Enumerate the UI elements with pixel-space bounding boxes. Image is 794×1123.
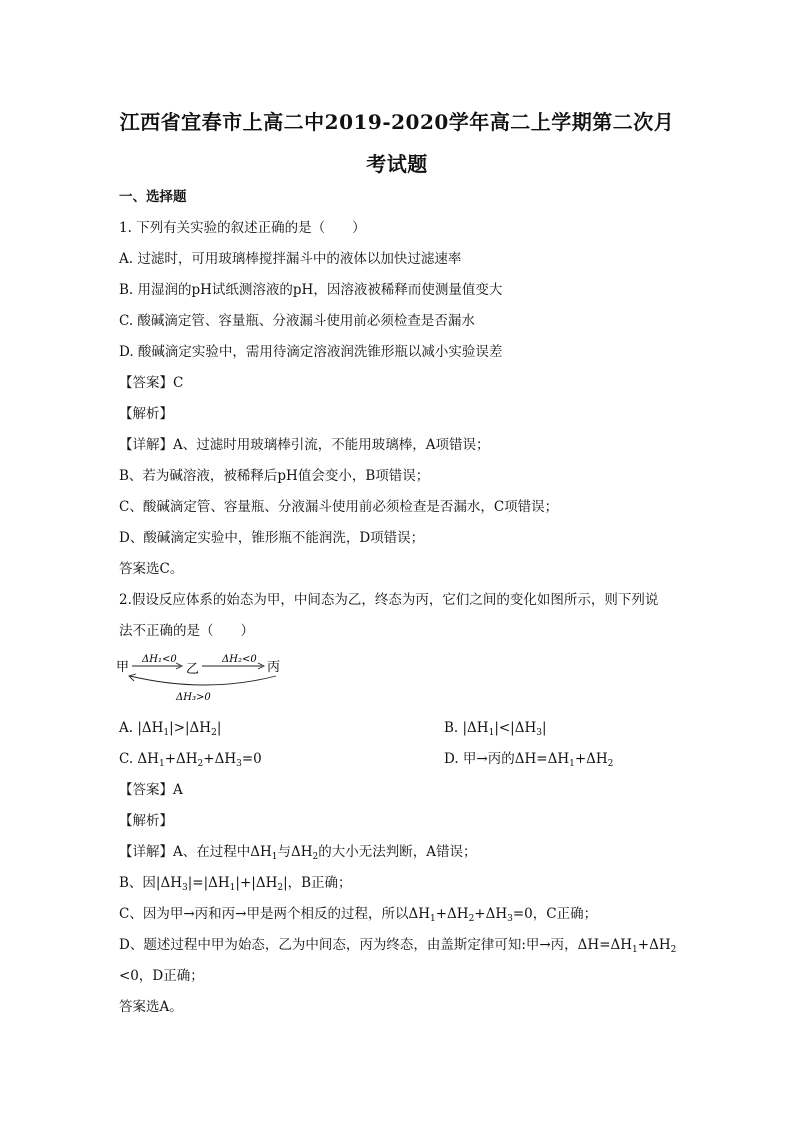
q2-stem-continued: 法不正确的是（ ） xyxy=(119,623,254,639)
q2-detail-c: C、因为甲→丙和丙→甲是两个相反的过程，所以$\Delta H_1+\Delta H_2+\Delta H_3=0$，C正确； xyxy=(119,906,598,924)
q1-conclusion: 答案选C。 xyxy=(119,561,184,577)
q1-detail-c: C、酸碱滴定管、容量瓶、分液漏斗使用前必须检查是否漏水，C项错误； xyxy=(119,499,559,515)
state-jia: 甲 xyxy=(116,660,130,675)
q1-option-a: A. 过滤时，可用玻璃棒搅拌漏斗中的液体以加快过滤速率 xyxy=(119,251,462,267)
q2-analysis-label: 【解析】 xyxy=(119,813,173,829)
label-dh1: ΔH₁<0 xyxy=(142,654,177,665)
q1-analysis-label: 【解析】 xyxy=(119,406,173,422)
q1-option-d: D. 酸碱滴定实验中，需用待滴定溶液润洗锥形瓶以减小实验误差 xyxy=(119,344,503,360)
state-yi: 乙 xyxy=(186,662,200,677)
section-heading: 一、选择题 xyxy=(119,189,187,205)
page-title: 江西省宜春市上高二中2019-2020学年高二上学期第二次月 xyxy=(119,110,675,134)
q1-detail-d: D、酸碱滴定实验中，锥形瓶不能润洗，D项错误； xyxy=(119,530,425,546)
q2-detail-b: B、因$|\Delta H_3|=|\Delta H_1|+|\Delta H_2|$，B正确； xyxy=(119,875,352,893)
q2-option-c: C. $\Delta H_1+\Delta H_2+\Delta H_3=0$ xyxy=(119,751,262,769)
q2-option-a: A. $|\Delta H_1|>|\Delta H_2|$ xyxy=(119,720,222,738)
q2-detail-d-continued: <0，D正确； xyxy=(119,968,204,984)
q1-stem: 1. 下列有关实验的叙述正确的是（ ） xyxy=(119,220,366,236)
q2-detail-a: 【详解】A、在过程中$\Delta H_1$与$\Delta H_2$的大小无法判断，A错误； xyxy=(119,844,477,862)
reaction-path-diagram xyxy=(114,652,294,704)
page-title-continued: 考试题 xyxy=(366,152,428,176)
q2-option-b: B. $|\Delta H_1|<|\Delta H_3|$ xyxy=(444,720,547,738)
q2-answer: 【答案】A xyxy=(119,782,183,798)
q1-detail-b: B、若为碱溶液，被稀释后pH值会变小，B项错误； xyxy=(119,468,430,484)
q1-answer: 【答案】C xyxy=(119,375,184,391)
q2-stem: 2.假设反应体系的始态为甲，中间态为乙，终态为丙，它们之间的变化如图所示，则下列说 xyxy=(119,592,659,608)
q2-detail-d: D、题述过程中甲为始态，乙为中间态，丙为终态，由盖斯定律可知:甲→丙，$\Delta H=\Delta H_1+\Delta H_2$ xyxy=(119,937,677,955)
label-dh3: ΔH₃>0 xyxy=(176,692,211,703)
q1-detail-a: 【详解】A、过滤时用玻璃棒引流，不能用玻璃棒，A项错误； xyxy=(119,437,490,453)
arrow-bing-jia xyxy=(130,676,276,685)
q2-option-d: D. 甲→丙的$\Delta H=\Delta H_1+\Delta H_2$ xyxy=(444,751,614,769)
q1-option-b: B. 用湿润的pH试纸测溶液的pH，因溶液被稀释而使测量值变大 xyxy=(119,282,503,298)
label-dh2: ΔH₂<0 xyxy=(222,654,257,665)
q1-option-c: C. 酸碱滴定管、容量瓶、分液漏斗使用前必须检查是否漏水 xyxy=(119,313,475,329)
q2-conclusion: 答案选A。 xyxy=(119,999,183,1015)
state-bing: 丙 xyxy=(267,660,281,675)
